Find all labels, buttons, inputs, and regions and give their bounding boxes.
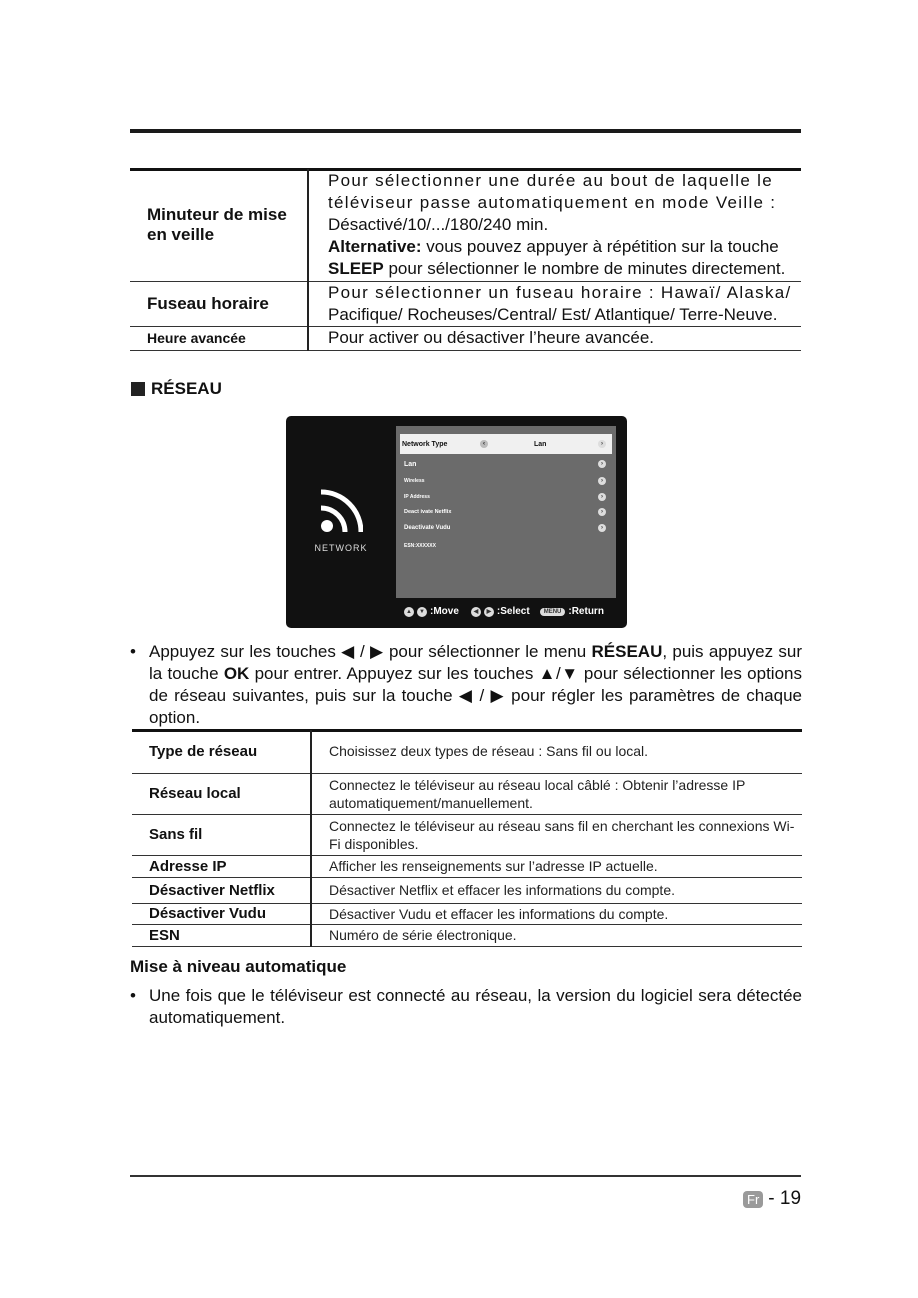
chevron-right-icon: › — [598, 524, 606, 532]
table-row — [132, 903, 802, 924]
row-label: Heure avancée — [130, 326, 308, 350]
up-arrow-icon: ▲ — [404, 607, 414, 617]
table-row — [130, 281, 801, 326]
square-bullet-icon — [131, 382, 145, 396]
menu-item-label: Deact ivate Netflix — [404, 509, 452, 515]
instruction-bullet — [130, 641, 802, 729]
desc-line: Pour sélectionner une durée au bout de laquelle le — [328, 170, 773, 190]
row-label: Type de réseau — [132, 730, 311, 773]
desc-line: Désactivé/10/.../180/240 min. — [328, 214, 549, 234]
menu-item-value: Lan — [534, 440, 547, 448]
table-row — [130, 169, 801, 281]
table-row — [132, 773, 802, 814]
network-block — [306, 488, 376, 553]
menu-item-label: Wireless — [404, 478, 425, 484]
select-hint: :Select — [496, 606, 530, 617]
bullet-text: Appuyez sur les touches ◀ / ▶ pour sélectionner le menu RÉSEAU, puis appuyez sur la touche OK pour entrer. Appuyez sur les touches ▲/▼ pour sélectionner les options de réseau suivantes, puis sur la touche ◀ / ▶ pour régler les paramètres de chaque option. — [149, 642, 803, 727]
row-description — [308, 326, 801, 350]
table-row — [132, 730, 802, 773]
bullet-dot: • — [130, 642, 136, 661]
row-description: Désactiver Netflix et effacer les informations du compte. — [329, 882, 676, 898]
tv-network-menu-screenshot — [286, 416, 627, 628]
bottom-rule — [130, 1175, 801, 1177]
row-label: ESN — [132, 924, 311, 946]
row-description: Choisissez deux types de réseau : Sans fil ou local. — [329, 743, 649, 760]
sleep-label: SLEEP — [328, 258, 384, 278]
down-arrow-icon: ▼ — [417, 607, 427, 617]
top-rule — [130, 129, 801, 133]
sleep-text: pour sélectionner le nombre de minutes directement. — [383, 258, 786, 278]
alt-label: Alternative: — [328, 236, 422, 256]
subsection-heading: Mise à niveau automatique — [130, 957, 347, 976]
row-description: Connectez le téléviseur au réseau sans fil en cherchant les connexions Wi-Fi disponibles. — [329, 817, 795, 852]
chevron-right-icon: › — [598, 508, 606, 516]
bullet-dot: • — [130, 986, 136, 1005]
row-description: Afficher les renseignements sur l’adresse IP actuelle. — [329, 858, 658, 874]
desc-line — [328, 258, 801, 280]
row-label: Désactiver Vudu — [132, 903, 311, 924]
row-label: Réseau local — [132, 773, 311, 814]
table-row — [132, 855, 802, 877]
row-label: Sans fil — [132, 814, 311, 855]
row-description — [308, 169, 801, 281]
network-label: NETWORK — [314, 543, 368, 553]
left-arrow-icon: ◀ — [471, 607, 481, 617]
row-label: Désactiver Netflix — [132, 877, 311, 903]
settings-table — [130, 169, 801, 351]
chevron-left-icon: ‹ — [480, 440, 488, 448]
row-description: Numéro de série électronique. — [329, 927, 517, 943]
table-row — [130, 326, 801, 350]
bullet-text: Une fois que le téléviseur est connecté au réseau, la version du logiciel sera détectée automatiquement. — [149, 986, 802, 1027]
desc-line — [328, 236, 801, 258]
desc-line: Pour sélectionner un fuseau horaire : Hawaï/ Alaska/ — [328, 282, 792, 302]
row-label: Minuteur de mise en veille — [130, 169, 308, 281]
chevron-right-icon: › — [598, 440, 606, 448]
page-number — [743, 1188, 801, 1210]
table-row — [132, 877, 802, 903]
desc-line: téléviseur passe automatiquement en mode Veille : — [328, 192, 777, 212]
move-hint: :Move — [430, 606, 459, 617]
desc-line: Pour activer ou désactiver l’heure avancée. — [328, 328, 655, 347]
desc-line: Pacifique/ Rocheuses/Central/ Est/ Atlantique/ Terre-Neuve. — [328, 304, 778, 324]
right-arrow-icon: ▶ — [484, 607, 494, 617]
language-badge: Fr — [743, 1191, 763, 1208]
menu-item-label: IP Address — [404, 494, 430, 500]
row-description: Désactiver Vudu et effacer les informations du compte. — [329, 905, 669, 922]
wifi-network-icon — [319, 488, 363, 534]
row-label: Adresse IP — [132, 855, 311, 877]
section-title: RÉSEAU — [151, 379, 222, 398]
row-description: Connectez le téléviseur au réseau local câblé : Obtenir l’adresse IP automatiquement/manuellement. — [329, 776, 746, 811]
menu-footer-hints — [404, 606, 604, 617]
chevron-right-icon: › — [598, 460, 606, 468]
menu-item-lan[interactable] — [400, 456, 612, 472]
menu-panel — [396, 426, 616, 598]
menu-item-label: Network Type — [402, 440, 448, 448]
menu-key-icon: MENU — [540, 608, 566, 616]
chevron-right-icon: › — [598, 493, 606, 501]
table-row — [132, 814, 802, 855]
menu-item-ip-address[interactable] — [400, 489, 612, 505]
return-hint: :Return — [568, 606, 604, 617]
alt-text: vous pouvez appuyer à répétition sur la touche — [421, 236, 779, 256]
table-row — [132, 924, 802, 946]
menu-item-deactivate-vudu[interactable] — [400, 520, 612, 536]
row-description — [308, 281, 801, 326]
menu-item-esn — [400, 538, 612, 554]
menu-item-label: Deactivate Vudu — [404, 525, 451, 531]
page-label: - 19 — [768, 1188, 802, 1209]
network-options-table — [132, 730, 802, 947]
section-heading — [131, 379, 222, 399]
menu-item-wireless[interactable] — [400, 473, 612, 489]
instruction-bullet — [130, 985, 802, 1029]
network-type-row[interactable] — [400, 434, 612, 454]
chevron-right-icon: › — [598, 477, 606, 485]
menu-item-label: Lan — [404, 460, 417, 468]
menu-item-label: ESN:XXXXXX — [404, 543, 436, 549]
menu-item-deactivate-netflix[interactable] — [400, 504, 612, 520]
row-label: Fuseau horaire — [130, 281, 308, 326]
